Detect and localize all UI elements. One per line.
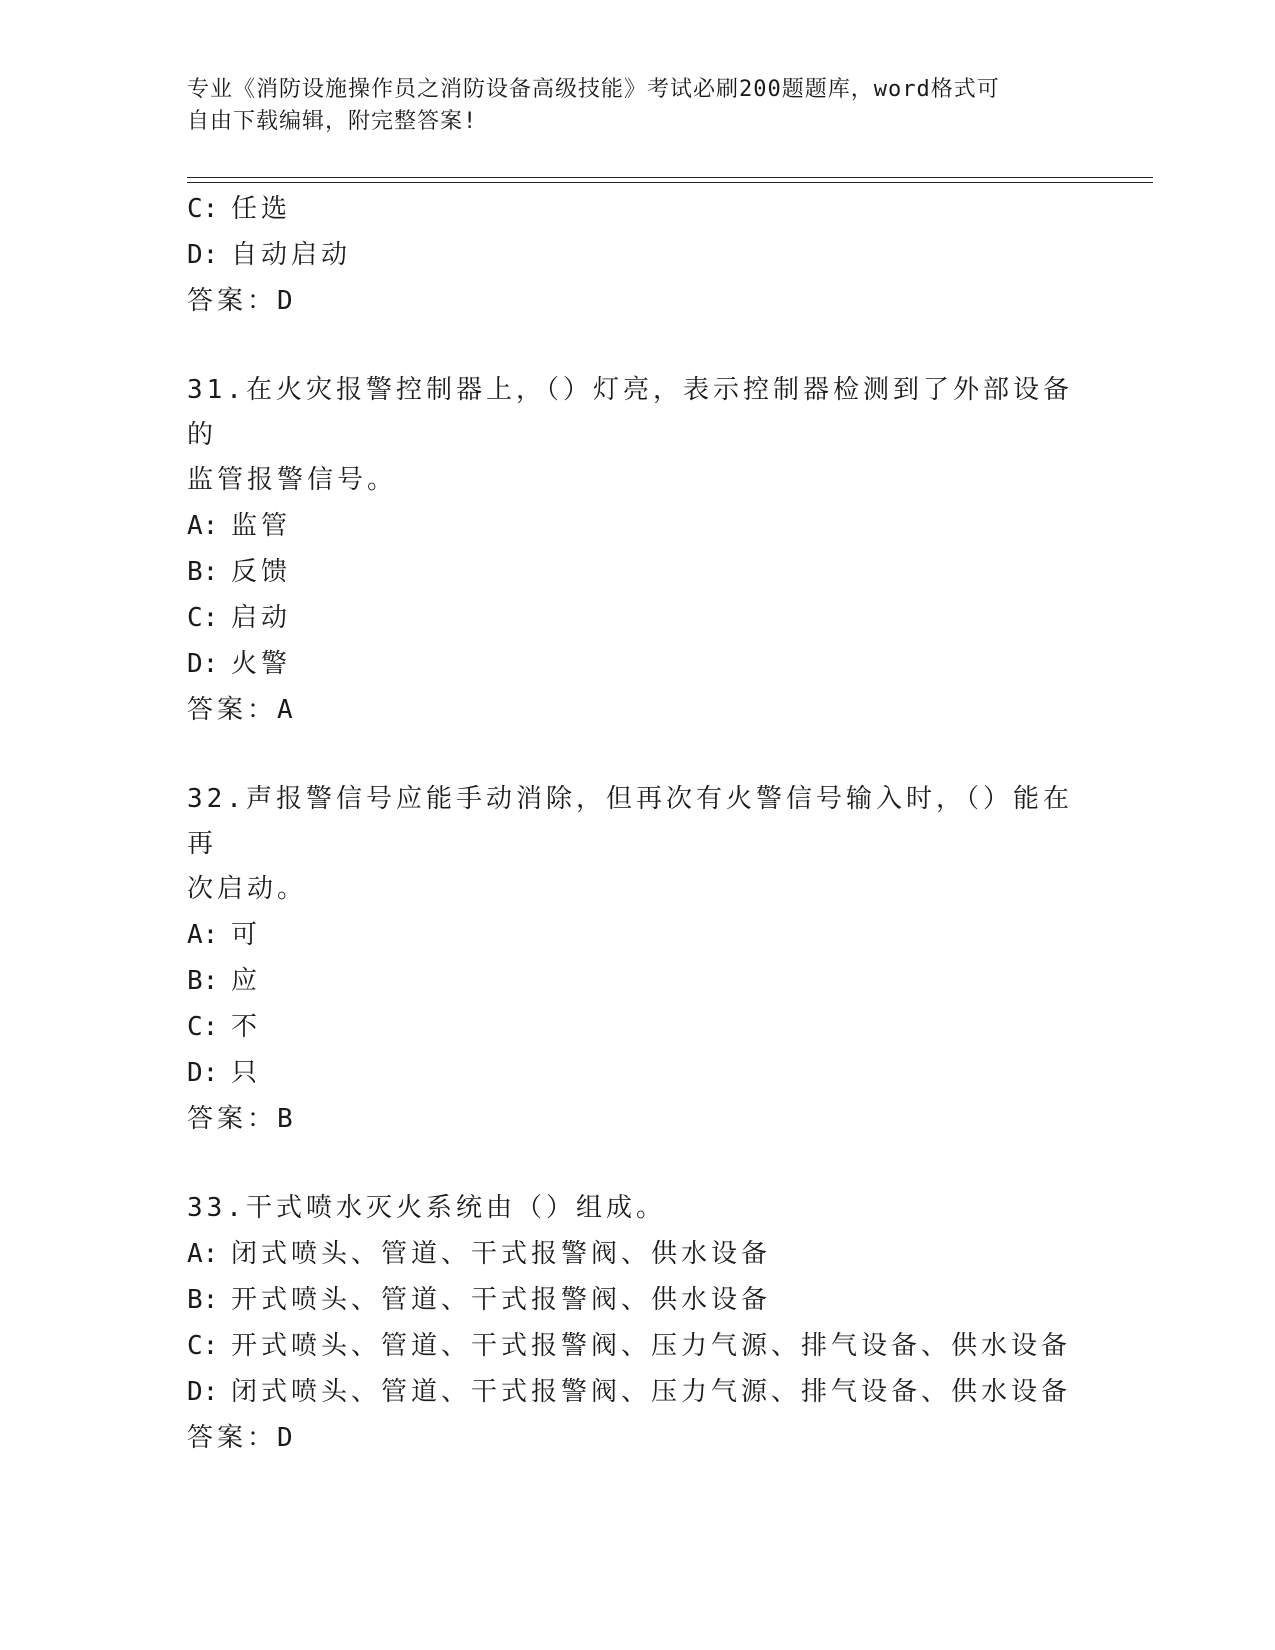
previous-question-tail [187,186,1087,324]
option-b [187,958,1087,1004]
option-label: B: [187,1285,219,1315]
option-label: D: [187,649,219,679]
option-text: 启动 [231,603,292,633]
option-text: 火警 [231,649,292,679]
document-header [187,74,1087,138]
answer-line: 答案：D [187,1423,297,1453]
option-d [187,1369,1087,1415]
option-text: 反馈 [231,557,292,587]
question-stem-line-1: 31.在火灾报警控制器上，（）灯亮，表示控制器检测到了外部设备的 [187,375,1073,450]
option-text: 开式喷头、管道、干式报警阀、供水设备 [231,1285,772,1315]
option-d [187,232,1087,278]
option-label: D: [187,1058,219,1088]
option-a [187,1231,1087,1277]
option-label: B: [187,966,219,996]
option-text: 闭式喷头、管道、干式报警阀、压力气源、排气设备、供水设备 [231,1377,1072,1407]
option-d [187,1050,1087,1096]
answer-line: 答案：A [187,695,297,725]
option-text: 开式喷头、管道、干式报警阀、压力气源、排气设备、供水设备 [231,1331,1072,1361]
option-text: 监管 [231,511,292,541]
option-text: 闭式喷头、管道、干式报警阀、供水设备 [231,1239,772,1269]
option-b [187,549,1087,595]
option-d [187,641,1087,687]
question-stem-line-1: 33.干式喷水灭火系统由（）组成。 [187,1193,666,1223]
option-label: C: [187,194,219,224]
option-label: A: [187,920,219,950]
option-text: 应 [231,966,262,996]
question-stem [187,368,1087,503]
option-b [187,1277,1087,1323]
question-stem-line-2: 监管报警信号。 [187,465,398,495]
option-c [187,186,1087,232]
answer-line: 答案：B [187,1104,297,1134]
option-text: 自动启动 [231,240,352,270]
question-stem-line-1: 32.声报警信号应能手动消除，但再次有火警信号输入时，（）能在再 [187,784,1073,859]
header-divider-top [187,177,1153,178]
question-32 [187,777,1087,1142]
question-stem [187,777,1087,912]
question-33 [187,1186,1087,1461]
option-label: D: [187,1377,219,1407]
header-line-2: 自由下载编辑，附完整答案! [187,109,478,134]
header-line-1: 专业《消防设施操作员之消防设备高级技能》考试必刷200题题库，word格式可 [187,77,1000,102]
option-c [187,1323,1087,1369]
question-stem-line-2: 次启动。 [187,874,308,904]
answer-line: 答案：D [187,286,297,316]
header-divider-bottom [187,182,1153,183]
option-label: C: [187,1012,219,1042]
option-label: A: [187,511,219,541]
question-stem [187,1186,1087,1231]
option-a [187,503,1087,549]
option-label: A: [187,1239,219,1269]
option-label: C: [187,603,219,633]
option-text: 任选 [231,194,292,224]
option-a [187,912,1087,958]
option-label: B: [187,557,219,587]
option-c [187,595,1087,641]
option-label: D: [187,240,219,270]
option-text: 只 [231,1058,262,1088]
question-content [187,186,1087,1461]
question-31 [187,368,1087,733]
option-text: 不 [231,1012,262,1042]
option-c [187,1004,1087,1050]
option-text: 可 [231,920,262,950]
option-label: C: [187,1331,219,1361]
